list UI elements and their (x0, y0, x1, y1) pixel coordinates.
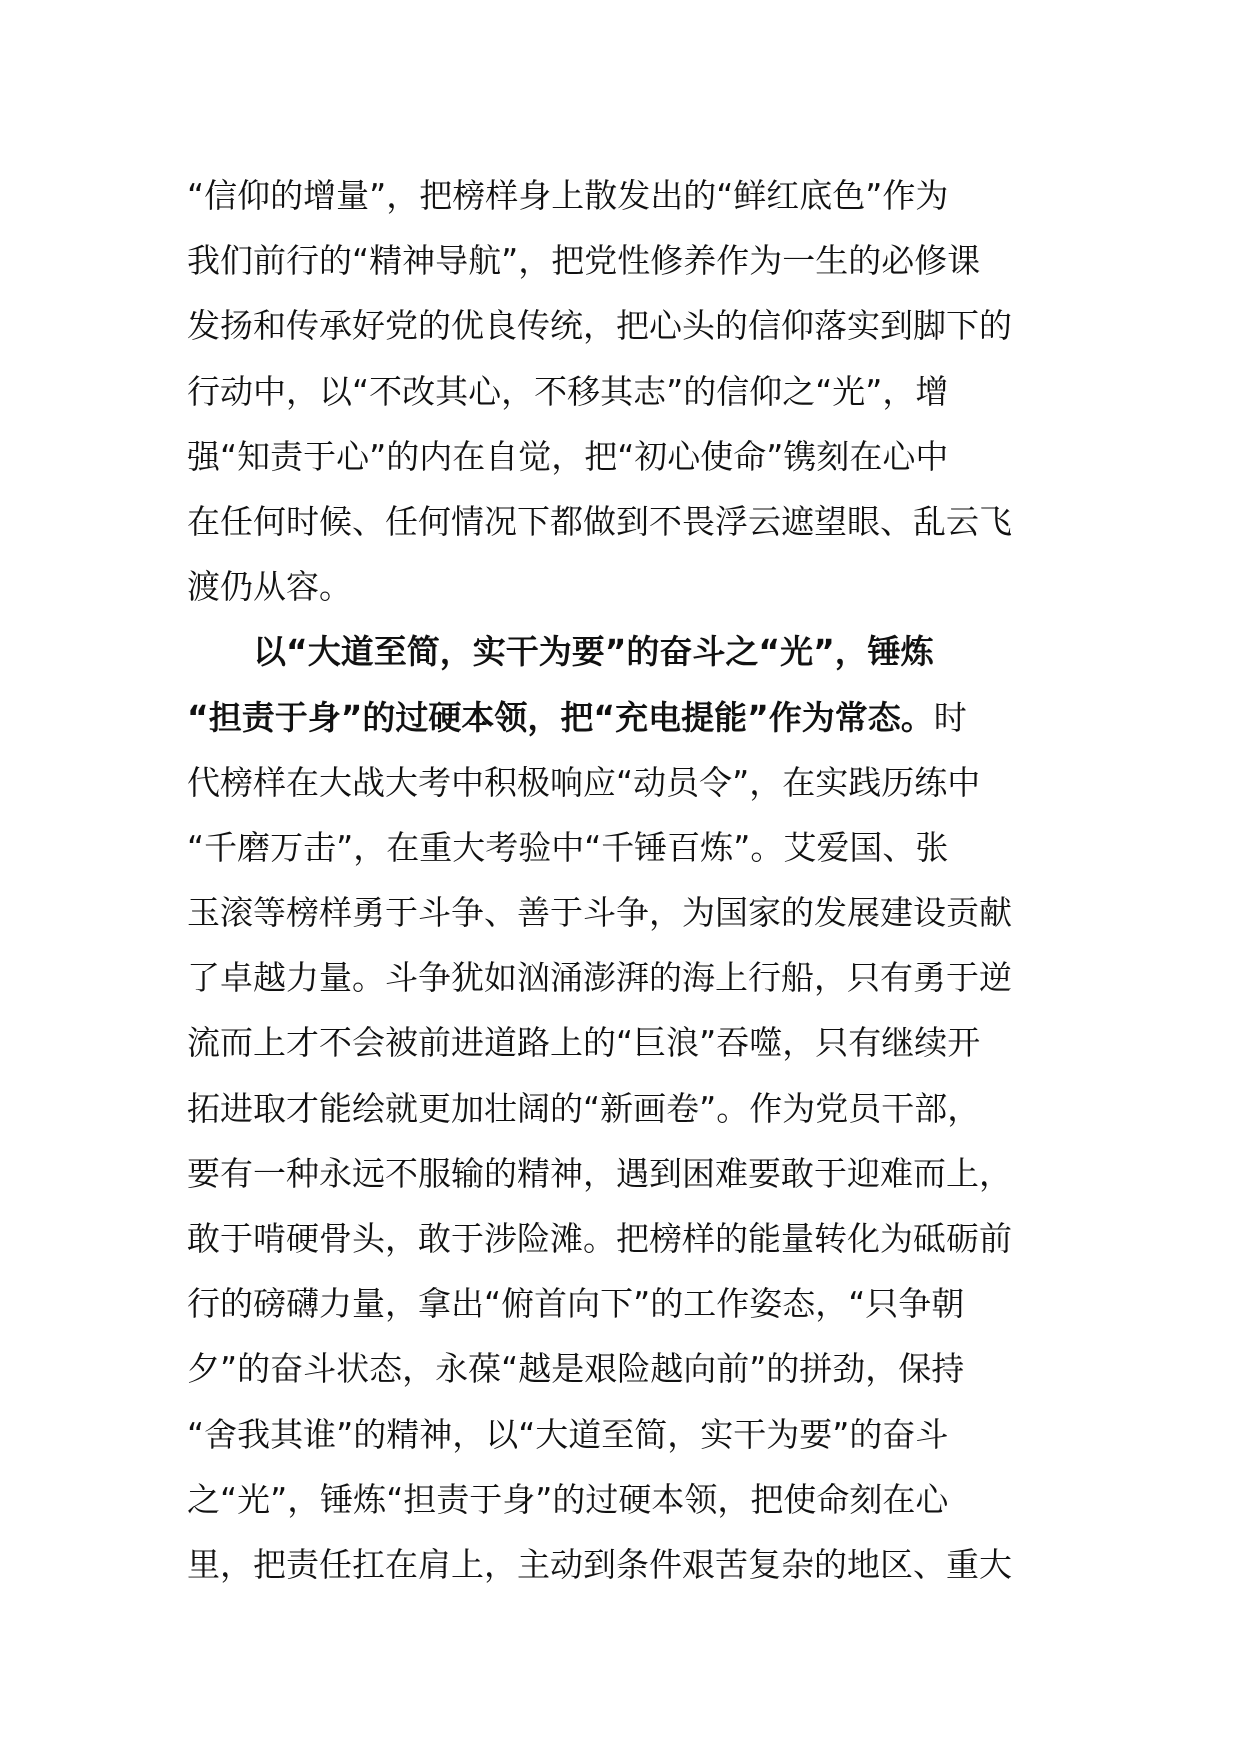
text-line (187, 554, 1057, 619)
text-line (187, 1076, 1057, 1141)
text-line (187, 489, 1057, 554)
text-segment: “信仰的增量”，把榜样身上散发出的“鲜红底色”作为 (187, 176, 949, 215)
text-segment: 在任何时候、任何情况下都做到不畏浮云遮望眼、乱云飞 (187, 501, 1012, 541)
text-segment: 时 (933, 697, 967, 737)
text-segment: 里，把责任扛在肩上，主动到条件艰苦复杂的地区、重大 (187, 1544, 1012, 1584)
text-line (187, 945, 1057, 1010)
text-segment: 夕”的奋斗状态，永葆“越是艰险越向前”的拼劲，保持 (187, 1349, 965, 1389)
text-line (187, 1467, 1057, 1532)
text-segment: 拓进取才能绘就更加壮阔的“新画卷”。作为党员干部， (187, 1088, 981, 1128)
text-line (187, 880, 1057, 945)
text-line (187, 1336, 1057, 1401)
body-text (187, 163, 1057, 1597)
text-line (187, 424, 1057, 489)
text-line (187, 750, 1057, 815)
text-segment: “舍我其谁”的精神，以“大道至简，实干为要”的奋斗 (187, 1414, 949, 1454)
text-segment: 代榜样在大战大考中积极响应“动员令”，在实践历练中 (187, 762, 981, 802)
text-line (187, 1402, 1057, 1467)
text-segment: 之“光”，锤炼“担责于身”的过硬本领，把使命刻在心 (187, 1479, 949, 1519)
text-line (187, 293, 1057, 358)
text-segment: 流而上才不会被前进道路上的“巨浪”吞噬，只有继续开 (187, 1023, 981, 1063)
text-line (187, 1010, 1057, 1075)
text-segment: 了卓越力量。斗争犹如汹涌澎湃的海上行船，只有勇于逆 (187, 958, 1012, 998)
text-line (187, 1271, 1057, 1336)
text-segment: 行的磅礴力量，拿出“俯首向下”的工作姿态，“只争朝 (187, 1284, 965, 1324)
text-line (187, 1206, 1057, 1271)
text-segment: “千磨万击”，在重大考验中“千锤百炼”。艾爱国、张 (187, 827, 949, 867)
text-segment: 要有一种永远不服输的精神，遇到困难要敢于迎难而上， (187, 1153, 1012, 1193)
text-line (187, 163, 1057, 228)
text-line (187, 359, 1057, 424)
text-line (187, 228, 1057, 293)
text-line (187, 1532, 1057, 1597)
text-segment: 强“知责于心”的内在自觉，把“初心使命”镌刻在心中 (187, 436, 949, 476)
text-line (187, 619, 1057, 684)
text-line (187, 815, 1057, 880)
bold-text-segment: 以“大道至简，实干为要”的奋斗之“光”，锤炼 (187, 632, 934, 672)
text-segment: 敢于啃硬骨头，敢于涉险滩。把榜样的能量转化为砥砺前 (187, 1219, 1012, 1258)
text-segment: 发扬和传承好党的优良传统，把心头的信仰落实到脚下的 (187, 306, 1012, 346)
bold-text-segment: “担责于身”的过硬本领，把“充电提能”作为常态。 (187, 697, 934, 737)
text-segment: 我们前行的“精神导航”，把党性修养作为一生的必修课 (187, 241, 981, 281)
text-line (187, 1141, 1057, 1206)
text-line (187, 685, 1057, 750)
text-segment: 玉滚等榜样勇于斗争、善于斗争，为国家的发展建设贡献 (187, 893, 1012, 933)
text-segment: 渡仍从容。 (187, 567, 352, 607)
text-segment: 行动中，以“不改其心，不移其志”的信仰之“光”，增 (187, 371, 949, 411)
